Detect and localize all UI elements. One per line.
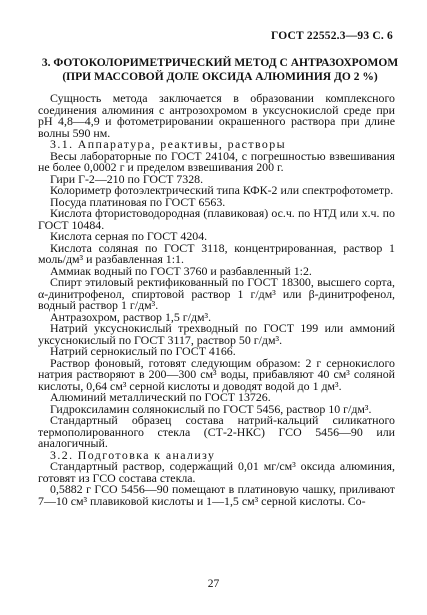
paragraph-anthrazochrome: Антразохром, раствор 1,5 г/дм³. xyxy=(50,309,212,324)
paragraph-sodium-acetate: Натрий уксуснокислый трехводный по ГОСТ 199 или аммоний уксуснокислый по ГОСТ 3117, раствор 50 г/дм³. xyxy=(38,321,395,347)
paragraph-standard-solution: Стандартный раствор, содержащий 0,01 мг/см³ оксида алюминия, готовят из ГСО состава стекла. xyxy=(38,459,395,485)
section-title: 3. ФОТОКОЛОРИМЕТРИЧЕСКИЙ МЕТОД С АНТРАЗОХРОМОМ (ПРИ МАССОВОЙ ДОЛЕ ОКСИДА АЛЮМИНИЯ ДО 2 %) xyxy=(41,57,399,83)
paragraph-aluminium: Алюминий металлический по ГОСТ 13726. xyxy=(50,390,271,404)
paragraph-platinum-ware: Посуда платиновая по ГОСТ 6563. xyxy=(50,194,226,209)
paragraph-standard-sample: Стандартный образец состава натрий-кальций силикатного термополированного стекла (СТ-2-НКС) ГСО 5456—90 или аналогичный. xyxy=(38,413,395,450)
paragraph-sodium-sulfate: Натрий сернокислый по ГОСТ 4166. xyxy=(50,344,236,358)
paragraph-hydrofluoric-acid: Кислота фтористоводородная (плавиковая) ос.ч. по НТД или х.ч. по ГОСТ 10484. xyxy=(38,206,395,232)
paragraph-sulfuric-acid: Кислота серная по ГОСТ 4204. xyxy=(50,229,208,243)
paragraph-sample-procedure: 0,5882 г ГСО 5456—90 помещают в платиновую чашку, приливают 7—10 см³ плавиковой кислоты и 1—1,5 см³ серной кислоты. Со- xyxy=(38,482,395,508)
page-number: 27 xyxy=(207,578,220,590)
paragraph-colorimeter: Колориметр фотоэлектрический типа КФК-2 или спектрофотометр. xyxy=(50,183,394,197)
subsection-heading-preparation: 3.2. Подготовка к анализу xyxy=(50,447,216,462)
paragraph-hydroxylamine: Гидроксиламин солянокислый по ГОСТ 5456, раствор 10 г/дм³. xyxy=(50,401,372,416)
paragraph-hydrochloric-acid: Кислота соляная по ГОСТ 3118, концентрированная, раствор 1 моль/дм³ и разбавленная 1:1. xyxy=(38,240,395,266)
paragraph-scales: Весы лабораторные по ГОСТ 24104, с погрешностью взвешивания не более 0,0002 г и пределом взвешивания 200 г. xyxy=(38,148,395,174)
subsection-heading-equipment: 3.1. Аппаратура, реактивы, растворы xyxy=(50,137,286,151)
paragraph-background-solution: Раствор фоновый, готовят следующим образом: 2 г сернокислого натрия растворяют в 200—300 см³ воды, прибавляют 40 см³ соляной кислоты, 0,64 см³ серной кислоты и доводят водой до 1 дм³. xyxy=(38,355,395,393)
body-text xyxy=(38,93,395,507)
paragraph-weights: Гири Г-2—210 по ГОСТ 7328. xyxy=(50,171,204,186)
paragraph-ethanol: Спирт этиловый ректификованный по ГОСТ 18300, высшего сорта, α-динитрофенол, спиртовой раствор 1 г/дм³ или β-динитрофенол, водный раствор 1 г/дм³. xyxy=(38,275,395,312)
page-header: ГОСТ 22552.3—93 С. 6 xyxy=(270,30,393,42)
paragraph-essence: Сущность метода заключается в образовании комплексного соединения алюминия с антрозохромом в уксуснокислой среде при pH 4,8—4,9 и фотометрировании окрашенного раствора при длине волны 590 нм. xyxy=(38,91,395,140)
paragraph-ammonia: Аммиак водный по ГОСТ 3760 и разбавленный 1:2. xyxy=(50,263,312,278)
